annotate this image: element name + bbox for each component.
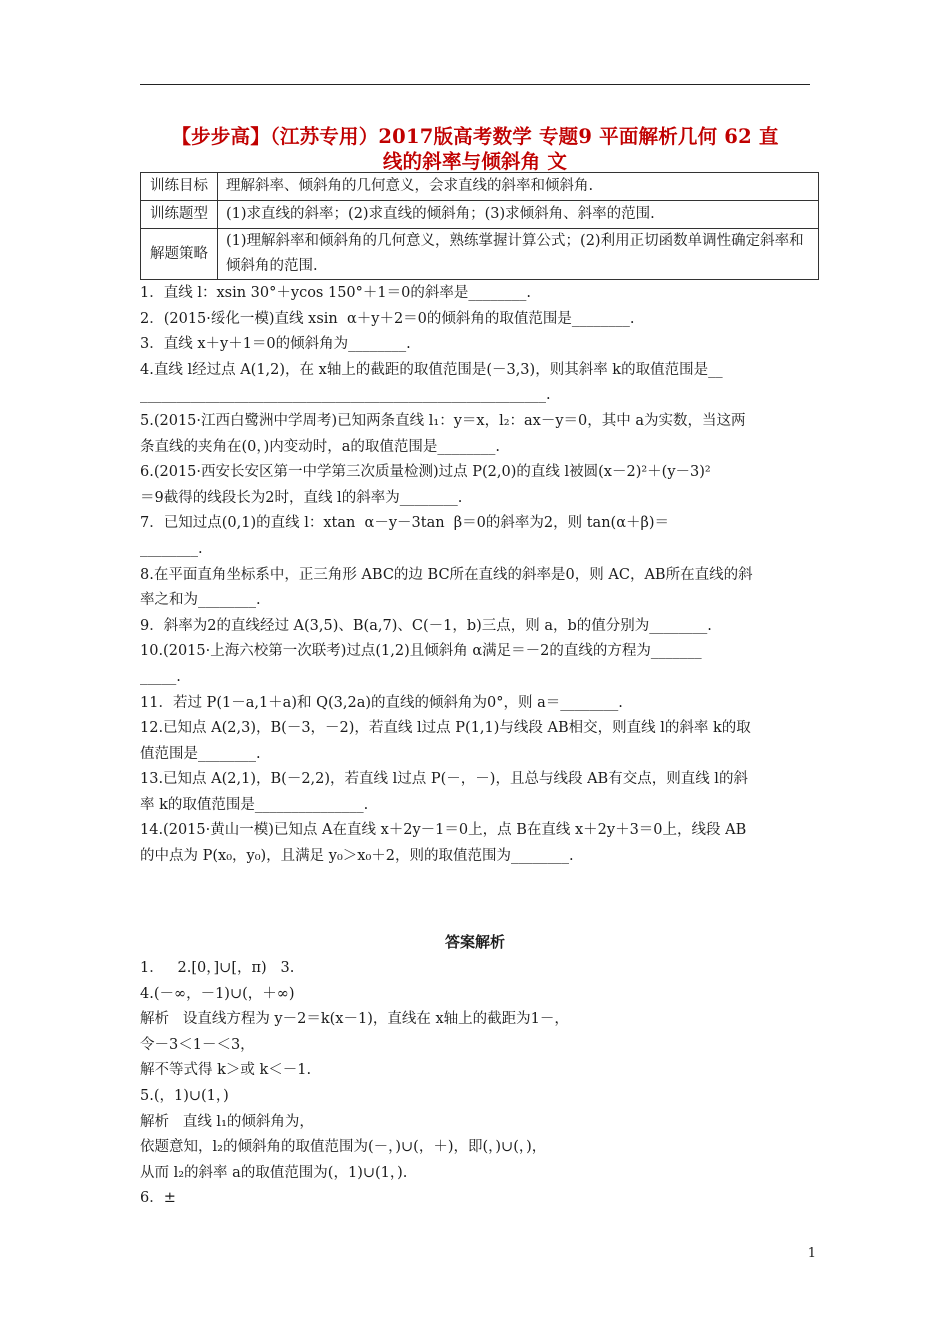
answer-line: 解析 设直线方程为 y－2＝k(x－1)，直线在 x轴上的截距为1－， (140, 1011, 569, 1028)
question-line: 1．直线 l：xsin 30°＋ycos 150°＋1＝0的斜率是________. (140, 285, 531, 301)
question-line: 条直线的夹角在(0，)内变动时，a的取值范围是________. (140, 438, 501, 455)
question-line: 8.在平面直角坐标系中，正三角形 ABC的边 BC所在直线的斜率是0，则 AC，AB所在直线的斜 (140, 566, 753, 583)
title-line-2: 线的斜率与倾斜角 文 (382, 150, 568, 173)
answer-line: 4.(－∞，－1)∪(，＋∞) (140, 985, 295, 1002)
row-value: (1)求直线的斜率；(2)求直线的倾斜角；(3)求倾斜角、斜率的范围. (218, 201, 819, 229)
answer-line: 令－3＜1－＜3， (140, 1036, 255, 1053)
training-info-table (140, 172, 819, 280)
title-line-1: 【步步高】（江苏专用）2017版高考数学 专题9 平面解析几何 62 直 (171, 125, 779, 148)
question-line: 3．直线 x＋y＋1＝0的倾斜角为________. (140, 336, 411, 353)
question-line: 14.(2015·黄山一模)已知点 A在直线 x＋2y－1＝0上，点 B在直线 x＋2y＋3＝0上，线段 AB (140, 822, 747, 839)
question-line: 5.(2015·江西白鹭洲中学周考)已知两条直线 l₁：y＝x，l₂：ax－y＝0，其中 a为实数，当这两 (140, 412, 746, 429)
question-line: 率之和为________. (140, 592, 261, 609)
answer-line: 依题意知，l₂的倾斜角的取值范围为(－，)∪(，＋)，即(，)∪(，)， (140, 1139, 547, 1156)
question-line: 4.直线 l经过点 A(1,2)，在 x轴上的截距的取值范围是(－3,3)，则其斜率 k的取值范围是__ (140, 361, 723, 378)
document-title (140, 124, 810, 174)
table-row (141, 229, 819, 280)
question-line: 值范围是________. (140, 745, 261, 762)
question-list (140, 281, 812, 870)
answer-line: 从而 l₂的斜率 a的取值范围为(，1)∪(1，). (140, 1164, 408, 1181)
row-value: (1)理解斜率和倾斜角的几何意义，熟练掌握计算公式；(2)利用正切函数单调性确定斜率和倾斜角的范围. (218, 229, 819, 280)
table-row (141, 201, 819, 229)
answer-list (140, 956, 810, 1212)
question-line: ________________________________________________________. (140, 387, 551, 404)
question-line: ＝9截得的线段长为2时，直线 l的斜率为________. (140, 489, 463, 506)
question-line: 13.已知点 A(2,1)，B(－2,2)，若直线 l过点 P(－，－)，且总与线段 AB有交点，则直线 l的斜 (140, 771, 748, 788)
answers-heading: 答案解析 (444, 933, 505, 951)
question-line: 9．斜率为2的直线经过 A(3,5)、B(a,7)、C(－1，b)三点，则 a，b的值分别为________. (140, 617, 712, 634)
question-line: 的中点为 P(x₀，y₀)，且满足 y₀＞x₀＋2，则的取值范围为________. (140, 848, 574, 865)
question-line: 12.已知点 A(2,3)，B(－3，－2)，若直线 l过点 P(1,1)与线段 AB相交，则直线 l的斜率 k的取 (140, 720, 751, 737)
answer-line: 解析 直线 l₁的倾斜角为， (140, 1113, 314, 1130)
answer-line: 5.(，1)∪(1，) (140, 1087, 229, 1104)
row-label: 训练目标 (141, 173, 218, 201)
question-line: 2．(2015·绥化一模)直线 xsin α＋y＋2＝0的倾斜角的取值范围是________. (140, 310, 635, 327)
row-label: 解题策略 (141, 229, 218, 280)
row-value: 理解斜率、倾斜角的几何意义，会求直线的斜率和倾斜角. (218, 173, 819, 201)
question-line: 率 k的取值范围是_______________. (140, 796, 369, 813)
question-line: ________. (140, 540, 203, 557)
question-line: 10.(2015·上海六校第一次联考)过点(1,2)且倾斜角 α满足＝－2的直线的方程为_______ (140, 643, 702, 660)
answer-line: 解不等式得 k＞或 k＜－1. (140, 1062, 312, 1079)
header-rule (140, 84, 810, 85)
question-line: _____. (140, 668, 181, 685)
question-line: 7．已知过点(0,1)的直线 l：xtan α－y－3tan β＝0的斜率为2，则 tan(α＋β)＝ (140, 515, 670, 532)
question-line: 11．若过 P(1－a,1＋a)和 Q(3,2a)的直线的倾斜角为0°，则 a＝________. (140, 694, 623, 711)
row-label: 训练题型 (141, 201, 218, 229)
question-line: 6.(2015·西安长安区第一中学第三次质量检测)过点 P(2,0)的直线 l被圆(x－2)²＋(y－3)² (140, 464, 711, 481)
table-row (141, 173, 819, 201)
answer-line: 1． 2.[0，]∪[，π) 3. (140, 960, 295, 976)
answer-line: 6．± (140, 1190, 176, 1207)
page-number: 1 (807, 1246, 816, 1261)
